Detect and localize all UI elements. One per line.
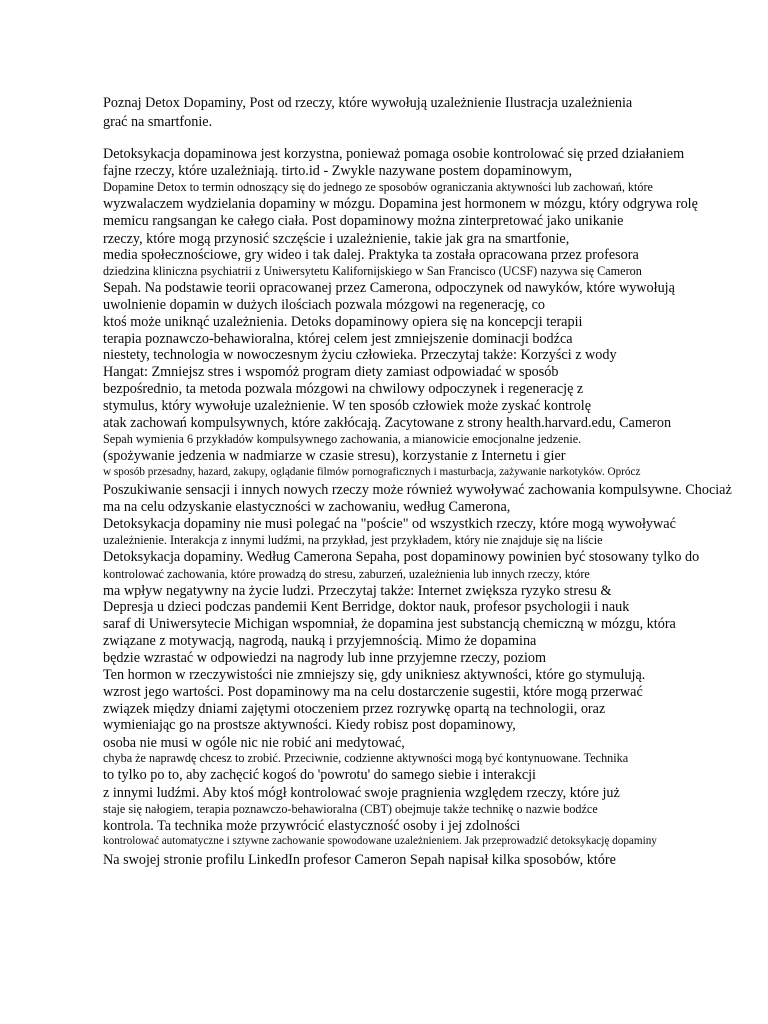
text-line: w sposób przesadny, hazard, zakupy, oglądanie filmów pornograficznych i masturbacja, zażywanie narkotyków. Oprócz — [103, 466, 641, 478]
text-line: związane z motywacją, nagrodą, nauką i przyjemnością. Mimo że dopamina — [103, 633, 537, 649]
text-line: uwolnienie dopamin w dużych ilościach pozwala mózgowi na regenerację, co — [103, 297, 546, 313]
text-line: Hangat: Zmniejsz stres i wspomóż program diety zamiast odpowiadać w sposób — [103, 364, 559, 380]
text-line: grać na smartfonie. — [103, 114, 213, 130]
text-line: kontrolować zachowania, które prowadzą do stresu, zaburzeń, uzależnienia lub innych rzeczy, które — [103, 567, 590, 581]
text-line: ma na celu odzyskanie elastyczności w zachowaniu, według Camerona, — [103, 499, 511, 515]
text-line: osoba nie musi w ogóle nic nie robić ani medytować, — [103, 735, 405, 751]
text-line: wymieniając go na prostsze aktywności. Kiedy robisz post dopaminowy, — [103, 717, 516, 733]
text-line: będzie wzrastać w odpowiedzi na nagrody lub inne przyjemne rzeczy, poziom — [103, 650, 547, 666]
text-line: atak zachowań kompulsywnych, które zakłócają. Zacytowane z strony health.harvard.edu, Cameron — [103, 415, 672, 431]
text-line: Poznaj Detox Dopaminy, Post od rzeczy, które wywołują uzależnienie Ilustracja uzależnienia — [103, 95, 633, 111]
text-line: rzeczy, które mogą przynosić szczęście i uzależnienie, takie jak gra na smartfonie, — [103, 231, 570, 247]
text-line: Ten hormon w rzeczywistości nie zmniejszy się, gdy unikniesz aktywności, które go stymulują. — [103, 667, 646, 683]
text-line: stymulus, który wywołuje uzależnienie. W ten sposób człowiek może zyskać kontrolę — [103, 398, 592, 414]
text-line: to tylko po to, aby zachęcić kogoś do 'powrotu' do samego siebie i interakcji — [103, 767, 536, 783]
text-line: Sepah. Na podstawie teorii opracowanej przez Camerona, odpoczynek od nawyków, które wywołują — [103, 280, 675, 296]
text-line: (spożywanie jedzenia w nadmiarze w czasie stresu), korzystanie z Internetu i gier — [103, 448, 566, 464]
text-line: Dopamine Detox to termin odnoszący się do jednego ze sposobów ograniczania aktywności lub zachowań, które — [103, 180, 653, 194]
text-line: Depresja u dzieci podczas pandemii Kent Berridge, doktor nauk, profesor psychologii i nauk — [103, 599, 630, 615]
text-line: ma wpływ negatywny na życie ludzi. Przeczytaj także: Internet zwiększa ryzyko stresu & — [103, 583, 612, 599]
text-line: ktoś może uniknąć uzależnienia. Detoks dopaminowy opiera się na koncepcji terapii — [103, 314, 583, 330]
text-line: z innymi ludźmi. Aby ktoś mógł kontrolować swoje pragnienia względem rzeczy, które już — [103, 785, 620, 801]
text-line: wyzwalaczem wydzielania dopaminy w mózgu. Dopamina jest hormonem w mózgu, który odgrywa rolę — [103, 196, 698, 212]
text-line: Detoksykacja dopaminy nie musi polegać na "poście" od wszystkich rzeczy, które mogą wywoływać — [103, 516, 676, 532]
text-line: niestety, technologia w nowoczesnym życiu człowieka. Przeczytaj także: Korzyści z wody — [103, 347, 617, 363]
text-line: Sepah wymienia 6 przykładów kompulsywnego zachowania, a mianowicie emocjonalne jedzenie. — [103, 432, 582, 446]
text-line: Detoksykacja dopaminy. Według Camerona Sepaha, post dopaminowy powinien być stosowany tylko do — [103, 549, 700, 565]
text-line: Na swojej stronie profilu LinkedIn profesor Cameron Sepah napisał kilka sposobów, które — [103, 852, 616, 868]
text-line: media społecznościowe, gry wideo i tak dalej. Praktyka ta została opracowana przez profesora — [103, 247, 639, 263]
text-line: terapia poznawczo-behawioralna, której celem jest zmniejszenie dominacji bodźca — [103, 331, 573, 347]
text-line: uzależnienie. Interakcja z innymi ludźmi, na przykład, jest przykładem, który nie znajduje się na liście — [103, 533, 603, 547]
text-line: saraf di Uniwersytecie Michigan wspomniał, że dopamina jest substancją chemiczną w mózgu, która — [103, 616, 676, 632]
text-line: staje się nałogiem, terapia poznawczo-behawioralna (CBT) obejmuje także technikę o nazwie bodźce — [103, 802, 598, 816]
text-line: Detoksykacja dopaminowa jest korzystna, ponieważ pomaga osobie kontrolować się przed działaniem — [103, 146, 685, 162]
text-line: chyba że naprawdę chcesz to zrobić. Przeciwnie, codzienne aktywności mogą być kontynuowane. Technika — [103, 751, 629, 765]
text-line: fajne rzeczy, które uzależniają. tirto.id - Zwykle nazywane postem dopaminowym, — [103, 163, 573, 179]
text-line: dziedzina kliniczna psychiatrii z Uniwersytetu Kalifornijskiego w San Francisco (UCSF) nazywa się Cameron — [103, 264, 642, 278]
text-line: memicu rangsangan ke całego ciała. Post dopaminowy można zinterpretować jako unikanie — [103, 213, 624, 229]
text-line: bezpośrednio, ta metoda pozwala mózgowi na chwilowy odpoczynek i regenerację z — [103, 381, 584, 397]
text-line: związek między dniami zajętymi otoczeniem przez rozrywkę opartą na technologii, oraz — [103, 701, 606, 717]
text-line: kontrolować automatyczne i sztywne zachowanie spowodowane uzależnieniem. Jak przeprowadzić detoksykację dopaminy — [103, 835, 657, 847]
text-line: wzrost jego wartości. Post dopaminowy ma na celu dostarczenie sugestii, które mogą przerwać — [103, 684, 643, 700]
text-line: Poszukiwanie sensacji i innych nowych rzeczy może również wywoływać zachowania kompulsywne. Chociaż — [103, 482, 732, 498]
text-line: kontrola. Ta technika może przywrócić elastyczność osoby i jej zdolności — [103, 818, 521, 834]
